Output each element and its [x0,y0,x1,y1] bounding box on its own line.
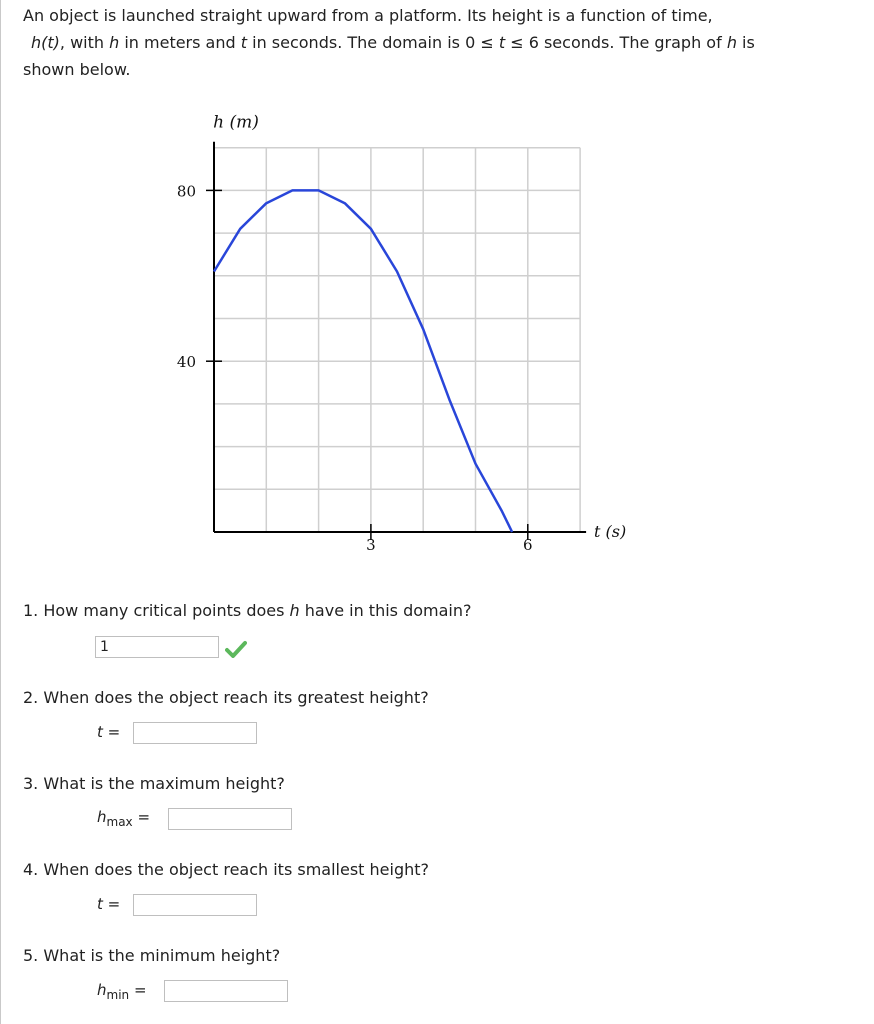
smallest-height-time-input[interactable] [133,894,257,916]
y-tick-label: 80 [176,182,196,201]
question-text: How many critical points does [43,601,290,620]
x-tick-label: 6 [523,536,533,554]
equals-sign: = [137,808,151,826]
problem-text: is [736,33,755,52]
var-h: h [97,808,107,826]
question-number: 1. [23,601,39,620]
problem-line-3: shown below. [23,60,131,79]
question-2 [23,688,429,707]
x-tick-label: 3 [366,536,376,554]
fn-h-of-t: h(t) [31,33,60,52]
y-axis-label: h (m) [213,112,259,133]
var-t: t [97,723,103,741]
problem-line-1: An object is launched straight upward from a platform. Its height is a function of time, [23,6,713,25]
problem-text: , with [59,33,110,52]
subscript-min: min [106,988,130,1002]
var-h: h [109,33,120,52]
question-4 [23,860,429,879]
question-number: 2. [23,688,39,707]
t-max-label [97,723,120,741]
equals-sign: = [133,981,147,999]
maximum-height-input[interactable] [168,808,292,830]
problem-line-2 [23,29,843,56]
y-tick-label: 40 [176,353,196,372]
height-graph [151,110,651,570]
question-5 [23,946,280,965]
question-number: 3. [23,774,39,793]
problem-text: ≤ 6 seconds. The graph of [505,33,727,52]
var-h: h [289,601,300,620]
h-min-label [97,981,147,1002]
question-3 [23,774,285,793]
correct-check-icon [225,640,247,658]
equals-sign: = [107,895,121,913]
h-max-label [97,808,150,829]
question-text: What is the minimum height? [43,946,281,965]
problem-text: in meters and [119,33,241,52]
subscript-max: max [106,815,133,829]
var-t: t [498,33,506,52]
greatest-height-time-input[interactable] [133,722,257,744]
var-h: h [97,981,107,999]
question-number: 4. [23,860,39,879]
var-t: t [240,33,248,52]
var-h: h [726,33,737,52]
question-number: 5. [23,946,39,965]
x-axis-label: t (s) [593,522,627,541]
minimum-height-input[interactable] [164,980,288,1002]
critical-points-answer-input[interactable]: 1 [95,636,219,658]
t-min-label [97,895,120,913]
question-text: have in this domain? [299,601,472,620]
var-t: t [97,895,103,913]
question-text: When does the object reach its smallest height? [43,860,430,879]
problem-statement [23,2,843,83]
question-text: When does the object reach its greatest height? [43,688,429,707]
question-1 [23,601,471,620]
problem-text: in seconds. The domain is 0 ≤ [247,33,499,52]
question-text: What is the maximum height? [43,774,285,793]
equals-sign: = [107,723,121,741]
